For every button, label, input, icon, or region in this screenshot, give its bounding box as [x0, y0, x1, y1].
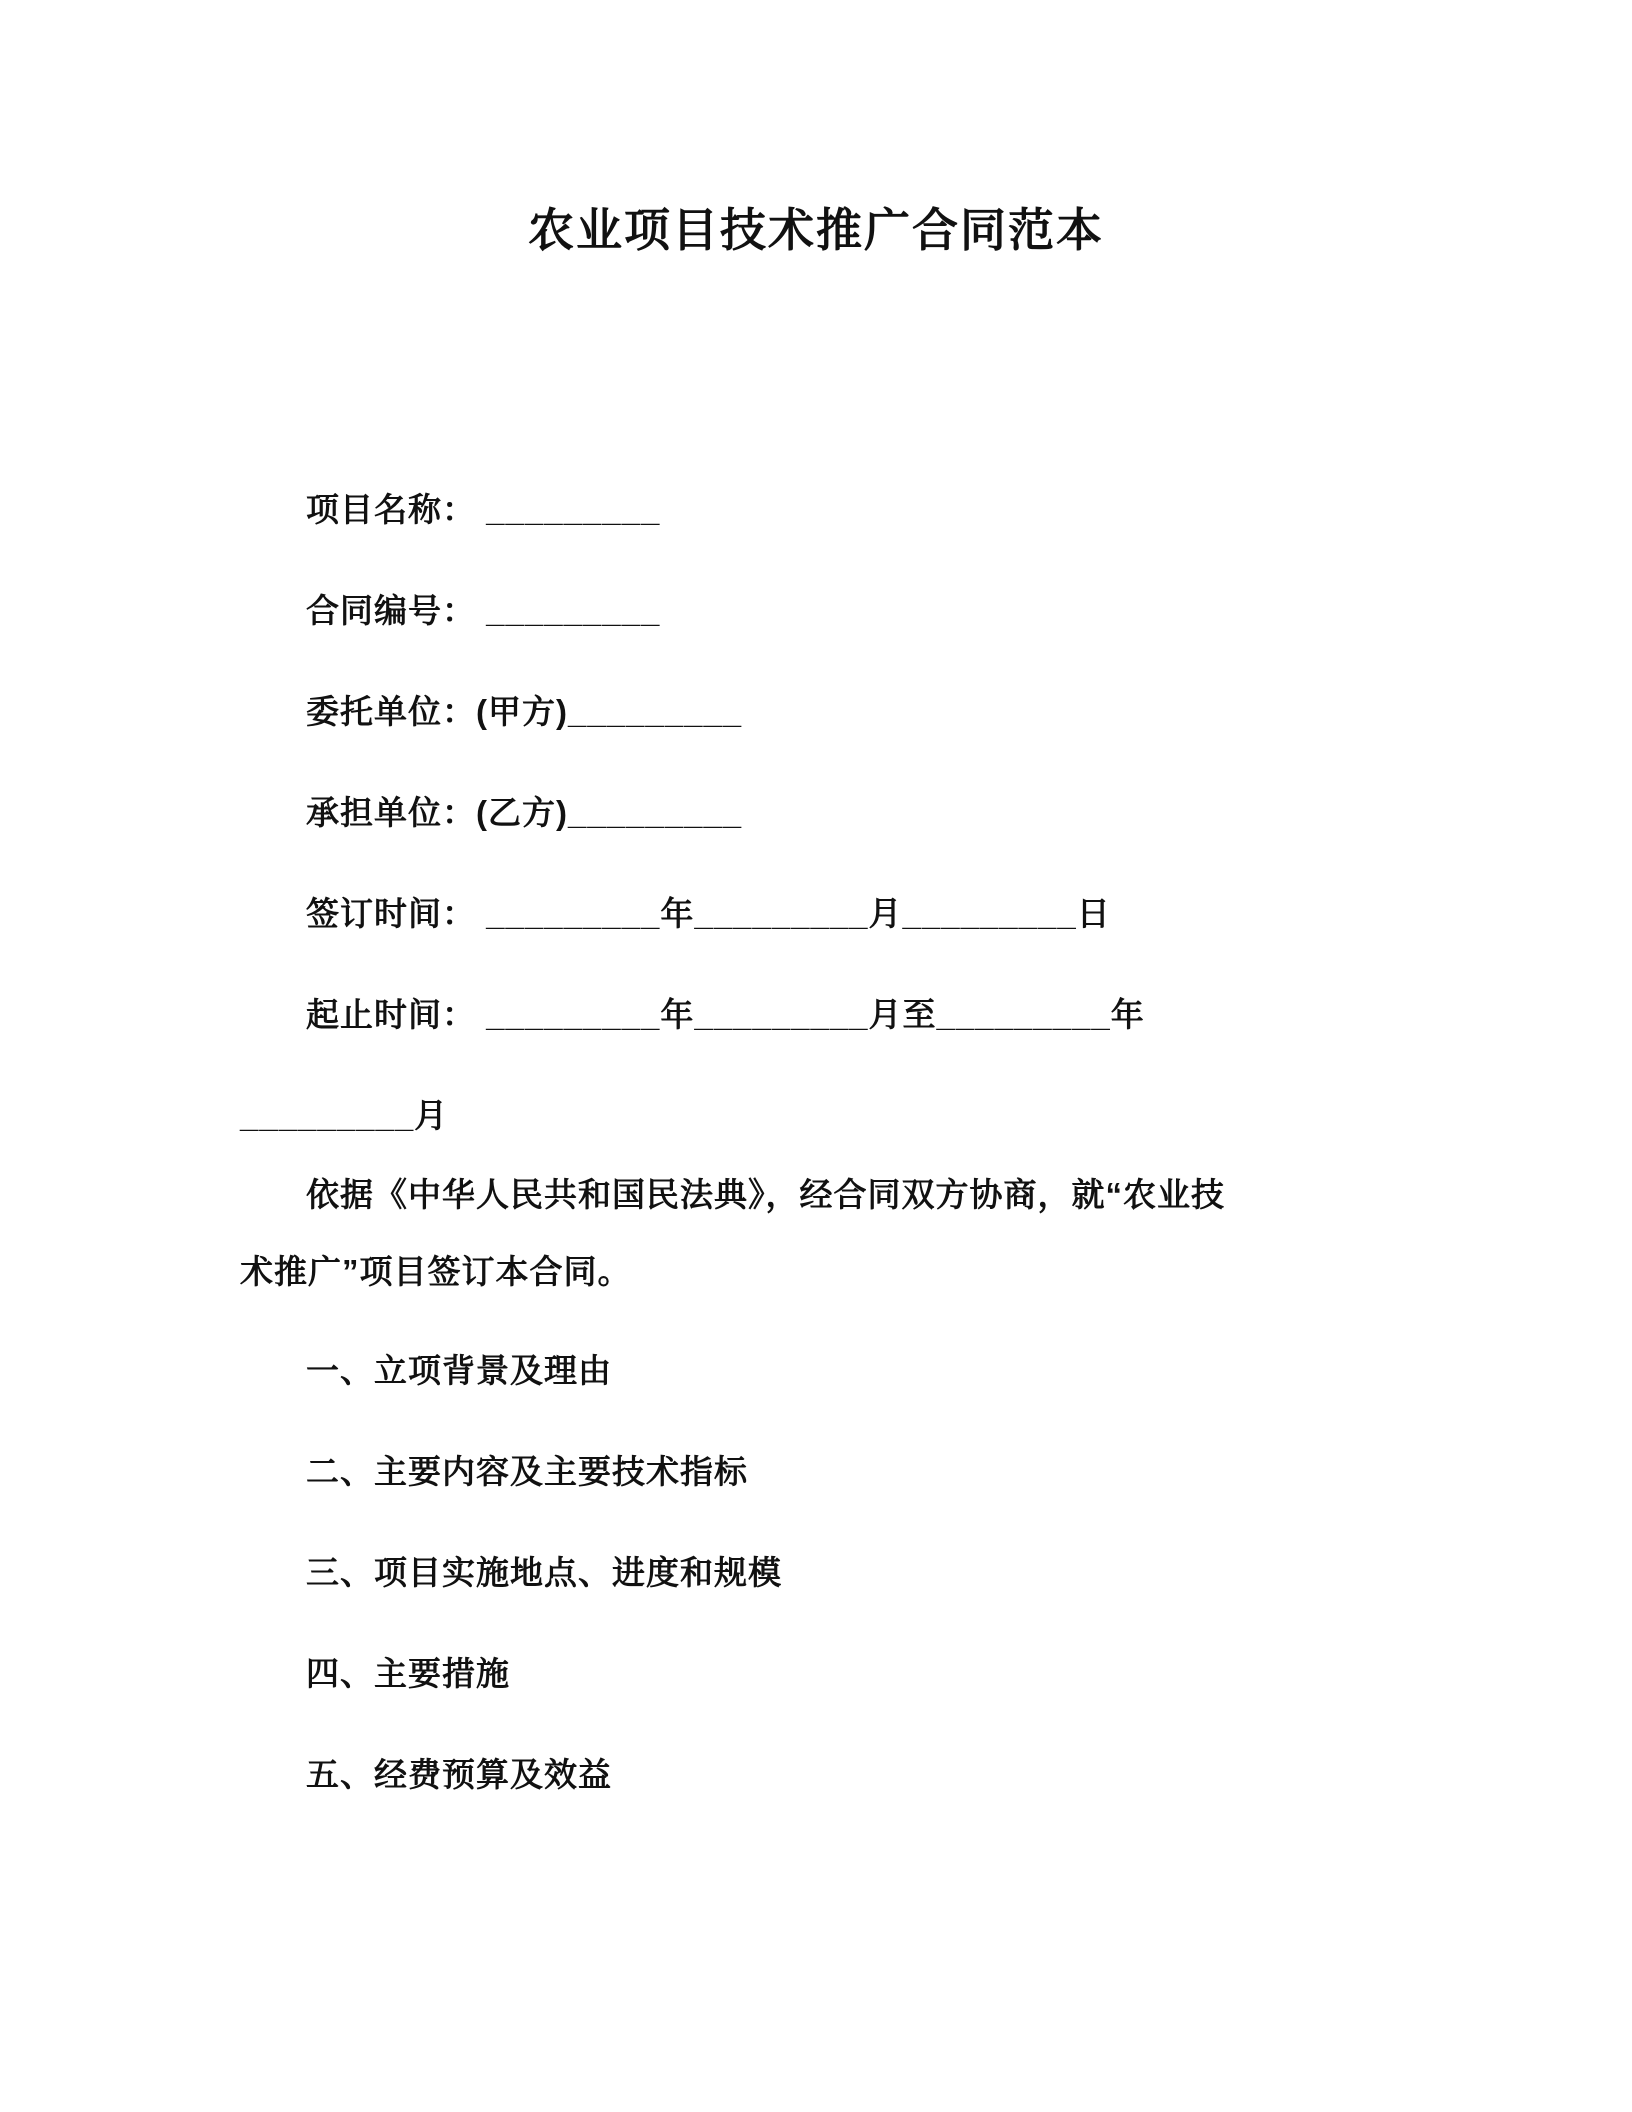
field-signing-date: 签订时间： _________年_________月_________日 [306, 895, 1111, 932]
field-entrusting-party: 委托单位：(甲方)_________ [306, 693, 743, 730]
field-duration-continuation: _________月 [240, 1097, 449, 1134]
intro-line-1: 依据《中华人民共和国民法典》，经合同双方协商，就“农业技 [306, 1176, 1225, 1213]
section-item-2: 二、主要内容及主要技术指标 [306, 1453, 748, 1490]
field-contract-number: 合同编号： _________ [306, 592, 661, 629]
section-item-3: 三、项目实施地点、进度和规模 [306, 1554, 782, 1591]
section-item-4: 四、主要措施 [306, 1655, 510, 1692]
document-title: 农业项目技术推广合同范本 [528, 204, 1104, 256]
section-item-5: 五、经费预算及效益 [306, 1756, 612, 1793]
field-duration: 起止时间： _________年_________月至_________年 [306, 996, 1145, 1033]
intro-paragraph [240, 1156, 1392, 1310]
field-undertaking-party: 承担单位：(乙方)_________ [306, 794, 743, 831]
section-item-1: 一、立项背景及理由 [306, 1352, 612, 1389]
intro-line-2: 术推广”项目签订本合同。 [240, 1253, 632, 1290]
field-project-name: 项目名称： _________ [306, 491, 661, 528]
header-fields-block [240, 485, 1392, 1141]
section-list [240, 1346, 1392, 1800]
